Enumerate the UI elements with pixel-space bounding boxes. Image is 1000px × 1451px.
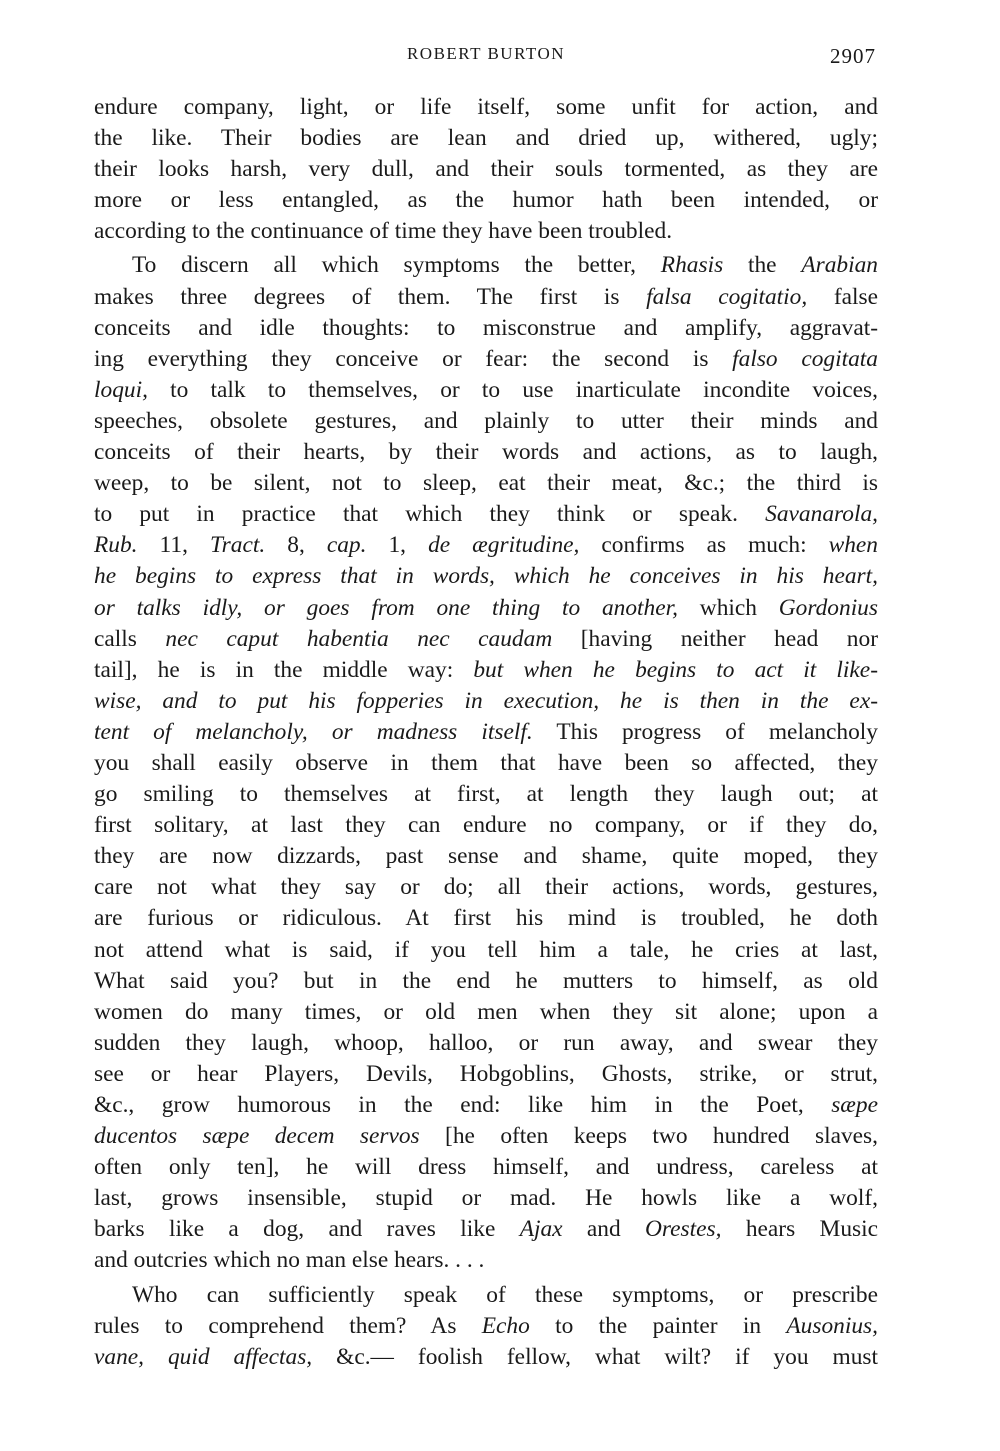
text-line <box>94 499 878 530</box>
text-line <box>94 1028 878 1059</box>
page-number: 2907 <box>830 44 876 68</box>
text-run: conceits and idle thoughts: to misconstrue and amplify, aggravat- <box>94 314 878 341</box>
italic-text: he begins to express that in words, which he conceives in his heart, <box>94 563 878 590</box>
italic-text: Echo <box>481 1312 530 1339</box>
text-run: to talk to themselves, or to use inarticulate incondite voices, <box>147 376 878 403</box>
text-line <box>94 966 878 997</box>
text-run: 11, <box>137 532 210 559</box>
text-line <box>94 406 878 437</box>
italic-text: Savanarola, <box>765 501 878 528</box>
text-line <box>94 123 878 154</box>
text-run: and <box>562 1216 646 1243</box>
text-run: weep, to be silent, not to sleep, eat their meat, &c.; the third is <box>94 470 878 497</box>
italic-text: Orestes, <box>645 1216 722 1243</box>
text-run: &c., grow humorous in the end: like him in the Poet, <box>94 1092 832 1118</box>
italic-text: cap. <box>326 532 367 559</box>
text-line <box>94 1059 878 1090</box>
text-line <box>94 1090 878 1121</box>
text-line <box>94 1152 878 1183</box>
text-line <box>94 1245 878 1276</box>
text-run: confirms as much: <box>579 532 829 559</box>
text-run: more or less entangled, as the humor hath been intended, or <box>94 187 878 214</box>
text-run: Who can sufficiently speak of these symptoms, or prescribe <box>132 1281 878 1308</box>
text-run: are furious or ridiculous. At first his mind is troubled, he doth <box>94 905 878 932</box>
text-line <box>94 1280 878 1311</box>
text-line <box>94 841 878 872</box>
italic-text: falsa cogitatio, <box>646 283 808 310</box>
text-run: see or hear Players, Devils, Hobgoblins, Ghosts, strike, or strut, <box>94 1060 878 1087</box>
text-line <box>94 810 878 841</box>
text-line <box>94 717 878 748</box>
text-line <box>94 748 878 779</box>
paragraph <box>94 92 878 247</box>
text-line <box>94 530 878 561</box>
text-line <box>94 250 878 281</box>
text-run: hears Music <box>721 1216 879 1243</box>
italic-text: Rhasis <box>660 252 724 279</box>
text-line <box>94 903 878 934</box>
italic-text: Rub. <box>94 532 138 559</box>
text-run: according to the continuance of time they have been troubled. <box>94 218 673 245</box>
text-line <box>94 185 878 216</box>
text-line <box>94 344 878 375</box>
text-run: go smiling to themselves at first, at length they laugh out; at <box>94 781 878 808</box>
text-run: to the painter in <box>529 1312 787 1339</box>
text-run: not attend what is said, if you tell him a tale, he cries at last, <box>94 936 878 963</box>
text-run: &c.— foolish fellow, what wilt? if you must <box>312 1343 878 1370</box>
italic-text: nec caput habentia nec caudam <box>165 625 553 652</box>
italic-text: wise, and to put his fopperies in execution, he is then in the ex- <box>94 687 878 714</box>
text-line <box>94 624 878 655</box>
italic-text: when <box>828 532 878 559</box>
text-run: calls <box>94 625 166 652</box>
text-run: makes three degrees of them. The first is <box>94 283 647 310</box>
italic-text: but when he begins to act it like- <box>473 656 878 683</box>
text-run: To discern all which symptoms the better, <box>132 252 661 279</box>
text-run: and outcries which no man else hears. . . . <box>94 1247 485 1274</box>
text-run: This progress of melancholy <box>532 718 878 745</box>
italic-text: falso cogitata <box>732 345 878 372</box>
text-line <box>94 935 878 966</box>
text-line <box>94 216 878 247</box>
text-line <box>94 437 878 468</box>
italic-text: tent of melancholy, or madness itself. <box>94 718 533 745</box>
text-line <box>94 1183 878 1214</box>
text-run: the like. Their bodies are lean and dried up, withered, ugly; <box>94 125 878 152</box>
text-run: to put in practice that which they think or speak. <box>94 501 766 528</box>
text-run: 8, <box>265 532 327 559</box>
text-run: their looks harsh, very dull, and their souls tormented, as they are <box>94 156 878 183</box>
text-line <box>94 1121 878 1152</box>
text-run: ing everything they conceive or fear: the second is <box>94 345 733 372</box>
text-run: conceits of their hearts, by their words and actions, as to laugh, <box>94 439 878 466</box>
text-run: last, grows insensible, stupid or mad. He howls like a wolf, <box>94 1185 878 1212</box>
text-line <box>94 872 878 903</box>
text-line <box>94 154 878 185</box>
text-run: often only ten], he will dress himself, and undress, careless at <box>94 1154 878 1181</box>
text-run: rules to comprehend them? As <box>94 1312 482 1339</box>
text-run: sudden they laugh, whoop, halloo, or run away, and swear they <box>94 1029 878 1056</box>
text-run: care not what they say or do; all their actions, words, gestures, <box>94 874 878 901</box>
text-run: [he often keeps two hundred slaves, <box>419 1123 878 1150</box>
italic-text: Ajax <box>519 1216 563 1243</box>
text-run: tail], he is in the middle way: <box>94 656 474 683</box>
text-run: they are now dizzards, past sense and shame, quite moped, they <box>94 843 878 870</box>
text-run: 1, <box>366 532 429 559</box>
text-run: first solitary, at last they can endure no company, or if they do, <box>94 812 878 839</box>
text-line <box>94 561 878 592</box>
text-line <box>94 655 878 686</box>
paragraph <box>94 1280 878 1373</box>
text-line <box>94 997 878 1028</box>
text-line <box>94 92 878 123</box>
text-line <box>94 593 878 624</box>
italic-text: de ægritudine, <box>428 532 580 559</box>
text-run: speeches, obsolete gestures, and plainly to utter their minds and <box>94 407 878 434</box>
text-run: What said you? but in the end he mutters to himself, as old <box>94 967 878 994</box>
italic-text: Tract. <box>209 532 266 559</box>
text-line <box>94 375 878 406</box>
text-line <box>94 686 878 717</box>
text-run: you shall easily observe in them that have been so affected, they <box>94 749 878 776</box>
text-run: false <box>807 283 878 310</box>
text-line <box>94 468 878 499</box>
running-head <box>94 44 878 74</box>
italic-text: Ausonius, <box>786 1312 878 1339</box>
text-run: women do many times, or old men when they sit alone; upon a <box>94 998 878 1025</box>
text-run: [having neither head nor <box>552 625 878 652</box>
text-line <box>94 1214 878 1245</box>
body-text <box>94 92 878 1373</box>
text-line <box>94 1342 878 1373</box>
italic-text: loqui, <box>94 376 148 403</box>
text-line <box>94 779 878 810</box>
paragraph <box>94 250 878 1276</box>
italic-text: Arabian <box>801 252 878 279</box>
italic-text: ducentos sæpe decem servos <box>94 1123 420 1150</box>
text-run: endure company, light, or life itself, some unfit for action, and <box>94 94 878 120</box>
running-title: ROBERT BURTON <box>406 44 566 63</box>
text-line <box>94 1311 878 1342</box>
italic-text: or talks idly, or goes from one thing to another, <box>94 594 678 621</box>
text-run: which <box>677 594 779 621</box>
italic-text: Gordonius <box>778 594 878 621</box>
text-run: the <box>723 252 802 279</box>
italic-text: sæpe <box>831 1092 878 1118</box>
text-line <box>94 282 878 313</box>
text-run: barks like a dog, and raves like <box>94 1216 520 1243</box>
text-line <box>94 313 878 344</box>
italic-text: vane, quid affectas, <box>94 1343 313 1370</box>
